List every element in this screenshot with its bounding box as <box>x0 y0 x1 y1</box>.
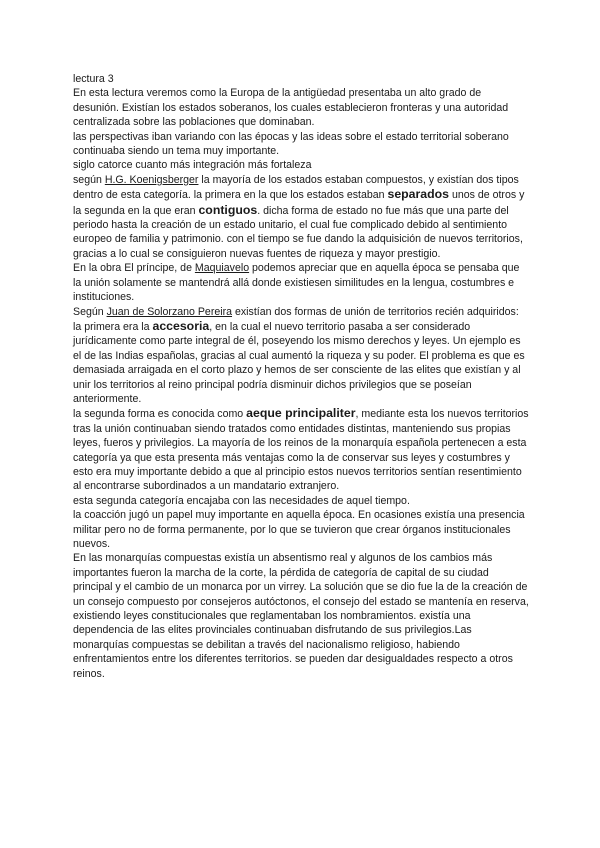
text-run: según <box>73 173 105 186</box>
paragraph-solorzano <box>73 305 529 319</box>
text-run: la segunda forma es conocida como <box>73 408 247 421</box>
paragraph-monarquias: En las monarquías compuestas existía un absentismo real y algunos de los cambios más importantes fueron la marcha de la corte, la pérdida de categoría de capital de su ciudad principal y el cambio de un monarca por un virrey. La solución que se dio fue la de la creación de un consejo compuesto por consejeros autóctonos, el consejo del estado se mantenía en reserva, existiendo leyes constitucionales que reglamentaban los nombramientos. existía una dependencia de las elites provinciales continuaban disfrutando de sus privilegios.Las monarquías compuestas se debilitan a través del nacionalismo religioso, habiendo enfrentamientos entre los diferentes territorios. se pueden dar desigualdades respecto a otros reinos. <box>73 552 529 680</box>
document-title: lectura 3 <box>73 73 114 85</box>
paragraph-intro: En esta lectura veremos como la Europa de la antigüedad presentaba un alto grado de desunión. Existían los estados soberanos, los cuales establecieron fronteras y una autoridad centralizada sobre las poblaciones que dominaban. <box>73 87 509 129</box>
text-run: podemos apreciar que en aquella época se pensaba que la unión solamente se mantendrá allá donde existiesen similitudes en la lengua, costumbres e instituciones. <box>73 262 520 304</box>
paragraph-maquiavelo <box>73 261 529 304</box>
paragraph-accesoria <box>73 319 529 406</box>
author-koenigsberger: H.G. Koenigsberger <box>104 173 199 186</box>
text-run: , en la cual el nuevo territorio pasaba a ser considerado jurídicamente como parte integral de él, poseyendo los mismo derechos y leyes. Un ejemplo es el de las Indias españolas, gracias al cual aumentó la riqueza y su poder. El problema es que es demasiada arraigada en el corto plazo y hemos de ser consciente de las elites que existían y al unir los territorios al reino principal podría disminuir dichos privilegios que se poseían anteriormente. <box>73 320 525 405</box>
text-run: . dicha forma de estado no fue más que una parte del periodo hasta la creación de un estado unitario, el cual fue complicado debido al sentimiento europeo de familia y patrimonio. con el tiempo se fue dando la adquisición de nuevos territorios, gracias a lo cual se consiguieron nuevas fuentes de riqueza y mayor prestigio. <box>73 204 523 260</box>
text-run: la primera era la <box>73 320 153 333</box>
text-run: la mayoría de los estados estaban compuestos, y existían dos tipos dentro de esta categoría. la primera en la que los estados estaban <box>73 173 519 202</box>
paragraph-fourteenth-century: siglo catorce cuanto más integración más fortaleza <box>73 159 312 172</box>
term-accesoria: accesoria <box>152 318 210 333</box>
paragraph-perspectives: las perspectivas iban variando con las épocas y las ideas sobre el estado territorial soberano continuaba siendo un tema muy importante. <box>73 130 509 158</box>
text-run: , mediante esta los nuevos territorios tras la unión continuaban siendo tratados como entidades distintas, manteniendo sus propias leyes, fueros y privilegios. La mayoría de los reinos de la monarquía española pertenecen a esta categoría ya que esta presenta más ventajas como la de conservar sus leyes y costumbres y esto era muy importante debido a que al principio estos nuevos territorios sentían resentimiento al encontrarse subordinados a un mandatario extranjero. <box>73 408 529 493</box>
author-maquiavelo: Maquiavelo <box>194 262 250 275</box>
paragraph-second-category: esta segunda categoría encajaba con las necesidades de aquel tiempo. <box>73 494 410 507</box>
text-run: existían dos formas de unión de territorios recién adquiridos: <box>232 305 519 318</box>
term-aeque-principaliter: aeque principaliter <box>246 406 356 421</box>
term-separados: separados <box>387 187 449 202</box>
paragraph-aeque-principaliter <box>73 406 529 493</box>
paragraph-koenigsberger <box>73 173 529 261</box>
author-solorzano: Juan de Solorzano Pereira <box>106 305 233 318</box>
paragraph-coaccion: la coacción jugó un papel muy importante en aquella época. En ocasiones existía una presencia militar pero no de forma permanente, por lo que se tuvieron que crear órganos institucionales nuevos. <box>73 509 525 550</box>
document-body <box>73 72 529 681</box>
text-run: En la obra El príncipe, de <box>73 262 195 275</box>
text-run: Según <box>73 305 107 318</box>
term-contiguos: contiguos <box>198 202 258 217</box>
text-run: unos de otros y la segunda en la que eran <box>73 189 525 217</box>
